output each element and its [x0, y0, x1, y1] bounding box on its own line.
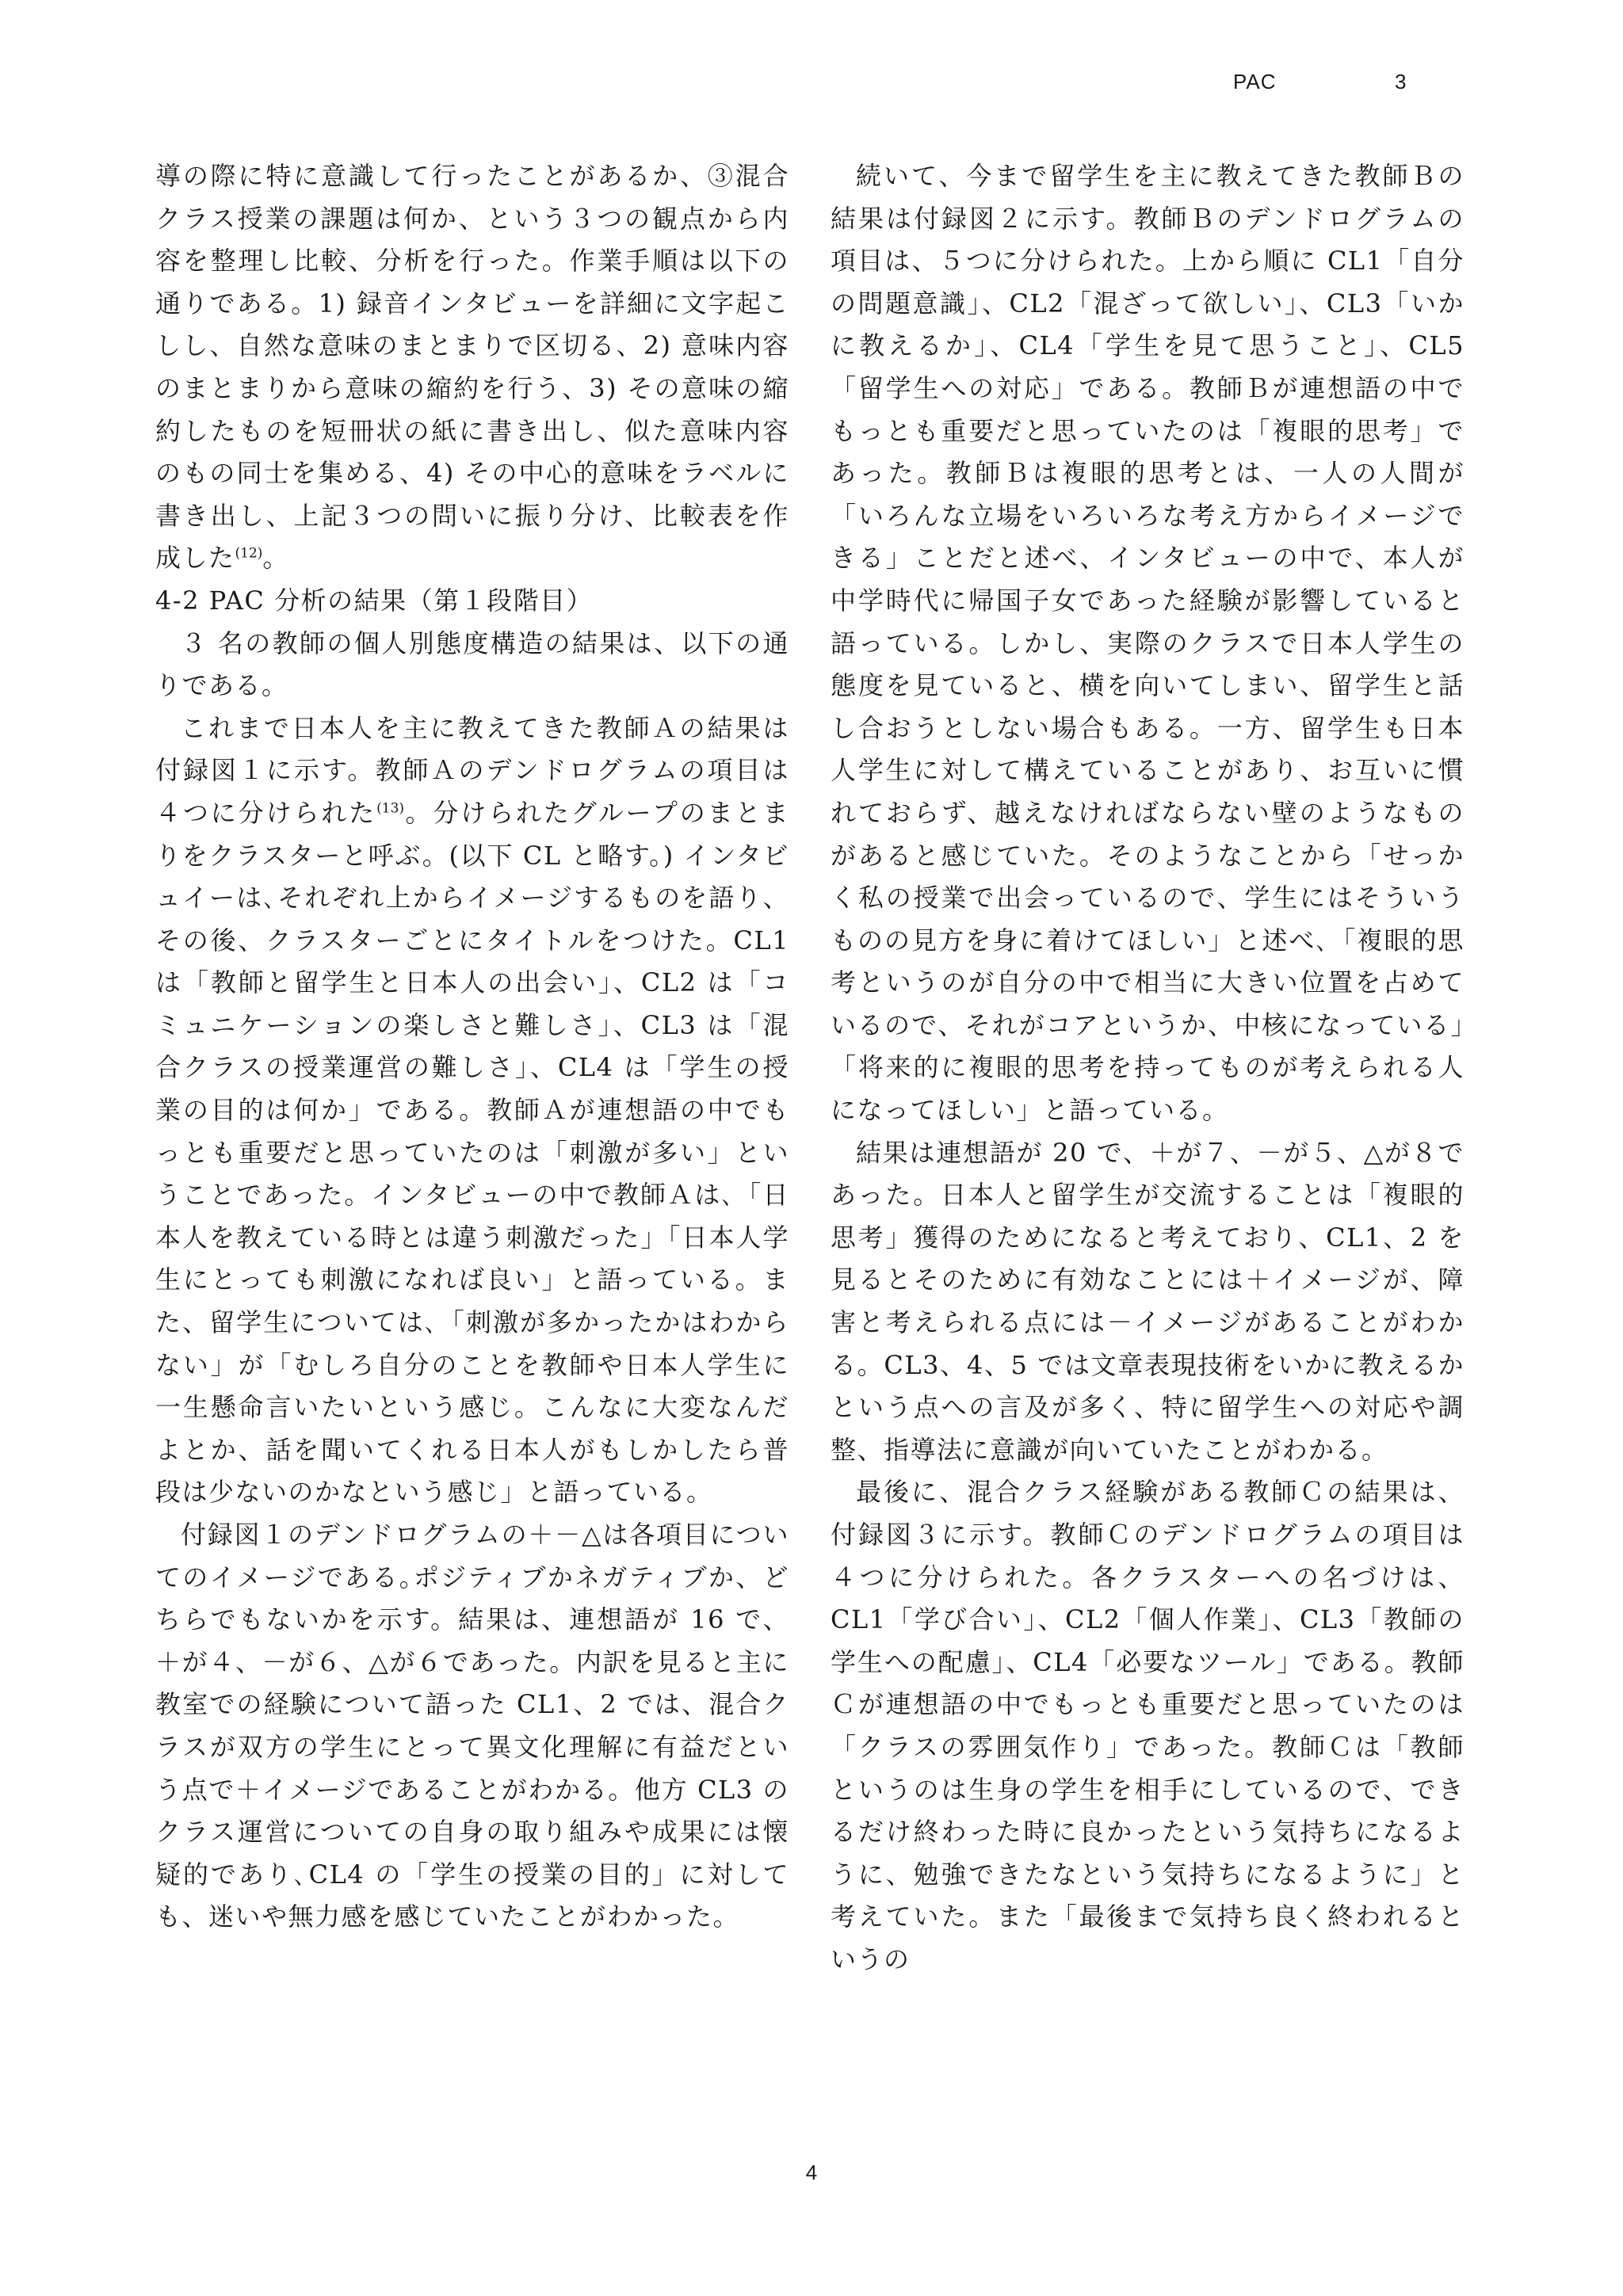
- section-heading: 4-2 PAC 分析の結果（第１段階目）: [155, 585, 594, 616]
- paragraph-teacher-c: 最後に、混合クラス経験がある教師Ｃの結果は、付録図３に示す。教師Ｃのデンドログラムの項目は４つに分けられた。各クラスターへの名づけは、CL1「学び合い」、CL2「個人作業」、CL3「教師の学生への配慮」、CL4「必要なツール」である。教師Ｃが連想語の中でもっとも重要だと思っていたのは「クラスの雰囲気作り」であった。教師Ｃは「教師というのは生身の学生を相手にしているので、できるだけ終わった時に良かったという気持ちになるように、勉強できたなという気持ちになるように」と考えていた。また「最後まで気持ち良く終われるというの: [831, 1477, 1465, 1974]
- paragraph-teacher-b-images: 結果は連想語が 20 で、＋が７、－が５、△が８であった。日本人と留学生が交流することは「複眼的思考」獲得のためになると考えており、CL1、2 を見るとそのために有効なことには＋イメージが、障害と考えられる点には－イメージがあることがわかる。CL3、4、5 では文章表現技術をいかに教えるかという点への言及が多く、特に留学生への対応や調整、指導法に意識が向いていたことがわかる。: [831, 1137, 1465, 1465]
- header-page-number: 3: [1395, 70, 1407, 93]
- paragraph-text: これまで日本人を主に教えてきた教師Ａの結果は付録図１に示す。教師Ａのデンドログラムの項目は４つに分けられた: [155, 712, 789, 828]
- right-column: [831, 155, 1465, 1981]
- paragraph-text: 。分けられたグループのまとまりをクラスターと呼ぶ。(以下 CL と略す。) インタビュイーは､それぞれ上からイメージするものを語り、その後、クラスターごとにタイトルをつけた。CL1 は「教師と留学生と日本人の出会い」、CL2 は「コミュニケーションの楽しさと難しさ」、CL3 は「混合クラスの授業運営の難しさ」、CL4 は「学生の授業の目的は何か」である。教師Ａが連想語の中でもっとも重要だと思っていたのは「刺激が多い」ということであった。インタビューの中で教師Ａは､「日本人を教えている時とは違う刺激だった」「日本人学生にとっても刺激になれば良い」と語っている。また、留学生については､「刺激が多かったかはわからない」が「むしろ自分のことを教師や日本人学生に一生懸命言いたいという感じ。こんなに大変なんだよとか、話を聞いてくれる日本人がもしかしたら普段は少ないのかなという感じ」と語っている。: [155, 797, 789, 1508]
- running-title: PAC: [1233, 70, 1277, 93]
- footer-page-number: 4: [805, 2161, 818, 2184]
- footnote-reference-13: (13): [376, 800, 405, 817]
- paragraph-text: 。: [262, 543, 289, 574]
- left-column: [155, 155, 789, 1939]
- paragraph-teacher-b: 続いて、今まで留学生を主に教えてきた教師Ｂの結果は付録図２に示す。教師Ｂのデンドログラムの項目は、５つに分けられた。上から順に CL1「自分の問題意識」、CL2「混ざって欲しい」、CL3「いかに教えるか」、CL4「学生を見て思うこと」、CL5「留学生への対応」である。教師Ｂが連想語の中でもっとも重要だと思っていたのは「複眼的思考」であった。教師Ｂは複眼的思考とは、一人の人間が「いろんな立場をいろいろな考え方からイメージできる」ことだと述べ、インタビューの中で、本人が中学時代に帰国子女であった経験が影響していると語っている。しかし、実際のクラスで日本人学生の態度を見ていると、横を向いてしまい、留学生と話し合おうとしない場合もある。一方、留学生も日本人学生に対して構えていることがあり、お互いに慣れておらず、越えなければならない壁のようなものがあると感じていた。そのようなことから「せっかく私の授業で出会っているので、学生にはそういうものの見方を身に着けてほしい」と述べ､「複眼的思考というのが自分の中で相当に大きい位置を占めているので、それがコアというか、中核になっている」「将来的に複眼的思考を持ってものが考えられる人になってほしい」と語っている。: [831, 161, 1465, 1126]
- footnote-reference-12: (12): [235, 545, 263, 562]
- paragraph-text: 導の際に特に意識して行ったことがあるか、③混合クラス授業の課題は何か、という３つの観点から内容を整理し比較、分析を行った。作業手順は以下の通りである。1) 録音インタビューを詳細に文字起こしし、自然な意味のまとまりで区切る、2) 意味内容のまとまりから意味の縮約を行う、3) その意味の縮約したものを短冊状の紙に書き出し、似た意味内容のもの同士を集める、4) その中心的意味をラベルに書き出し、上記３つの問いに振り分け、比較表を作成した: [155, 161, 789, 574]
- paragraph-teacher-a: [155, 707, 789, 1514]
- paragraph-intro: ３ 名の教師の個人別態度構造の結果は、以下の通りである。: [155, 627, 789, 701]
- paragraph-teacher-a-images: 付録図１のデンドログラムの＋－△は各項目についてのイメージである｡ポジティブかネガティブか、どちらでもないかを示す。結果は、連想語が 16 で、＋が４、－が６、△が６であった。内訳を見ると主に教室での経験について語った CL1、2 では、混合クラスが双方の学生にとって異文化理解に有益だという点で＋イメージであることがわかる。他方 CL3 のクラス運営についての自身の取り組みや成果には懐疑的であり､CL4 の「学生の授業の目的」に対しても、迷いや無力感を感じていたことがわかった。: [155, 1520, 789, 1932]
- paragraph-procedure: [155, 155, 789, 580]
